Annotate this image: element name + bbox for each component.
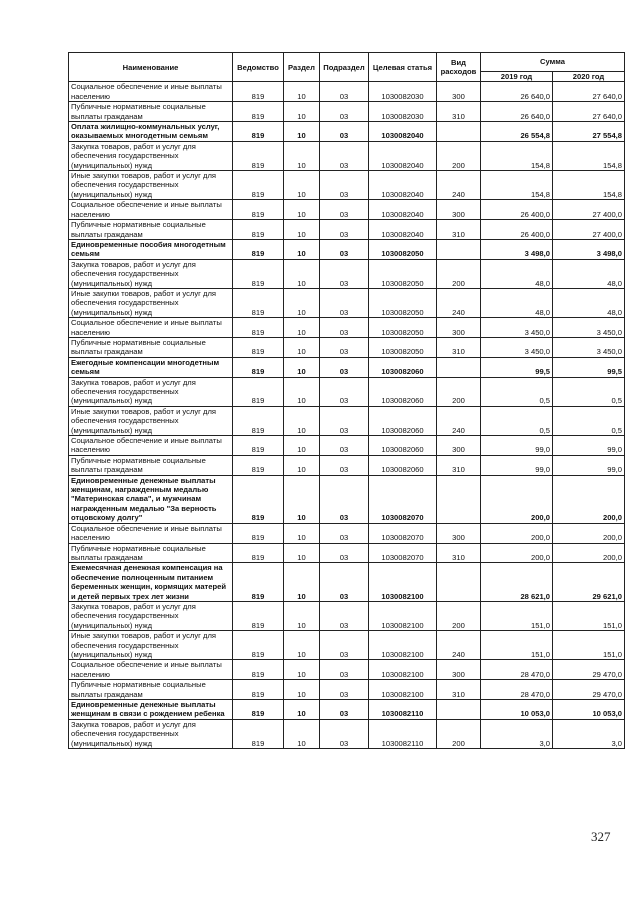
table-row bbox=[69, 563, 625, 602]
row-statya: 1030082050 bbox=[369, 239, 437, 259]
row-razdel: 10 bbox=[284, 406, 320, 435]
row-statya: 1030082100 bbox=[369, 563, 437, 602]
row-vid: 300 bbox=[437, 82, 481, 102]
row-vedomstvo: 819 bbox=[233, 288, 284, 317]
row-podrazdel: 03 bbox=[320, 680, 369, 700]
table-row bbox=[69, 318, 625, 338]
row-podrazdel: 03 bbox=[320, 337, 369, 357]
row-statya: 1030082060 bbox=[369, 436, 437, 456]
row-statya: 1030082060 bbox=[369, 377, 437, 406]
row-sum-2020: 29 470,0 bbox=[553, 680, 625, 700]
row-statya: 1030082100 bbox=[369, 601, 437, 630]
row-razdel: 10 bbox=[284, 337, 320, 357]
table-row bbox=[69, 288, 625, 317]
row-vid: 200 bbox=[437, 719, 481, 748]
row-vid: 310 bbox=[437, 543, 481, 563]
row-sum-2019: 151,0 bbox=[481, 601, 553, 630]
row-sum-2020: 3,0 bbox=[553, 719, 625, 748]
row-sum-2019: 0,5 bbox=[481, 377, 553, 406]
row-name: Публичные нормативные социальные выплаты гражданам bbox=[69, 337, 233, 357]
row-sum-2020: 3 450,0 bbox=[553, 318, 625, 338]
row-podrazdel: 03 bbox=[320, 563, 369, 602]
table-row bbox=[69, 406, 625, 435]
row-vedomstvo: 819 bbox=[233, 357, 284, 377]
row-podrazdel: 03 bbox=[320, 171, 369, 200]
row-razdel: 10 bbox=[284, 523, 320, 543]
row-name: Закупка товаров, работ и услуг для обеспечения государственных (муниципальных) нужд bbox=[69, 719, 233, 748]
row-sum-2019: 26 640,0 bbox=[481, 82, 553, 102]
row-name: Социальное обеспечение и иные выплаты населению bbox=[69, 82, 233, 102]
table-row bbox=[69, 543, 625, 563]
row-vedomstvo: 819 bbox=[233, 436, 284, 456]
row-name: Закупка товаров, работ и услуг для обеспечения государственных (муниципальных) нужд bbox=[69, 601, 233, 630]
header-razdel: Раздел bbox=[284, 53, 320, 82]
table-row bbox=[69, 141, 625, 170]
row-statya: 1030082040 bbox=[369, 122, 437, 142]
table-row bbox=[69, 475, 625, 523]
row-vedomstvo: 819 bbox=[233, 543, 284, 563]
table-row bbox=[69, 171, 625, 200]
row-vedomstvo: 819 bbox=[233, 200, 284, 220]
row-vid: 310 bbox=[437, 680, 481, 700]
row-podrazdel: 03 bbox=[320, 377, 369, 406]
row-razdel: 10 bbox=[284, 82, 320, 102]
row-sum-2019: 99,5 bbox=[481, 357, 553, 377]
header-2020: 2020 год bbox=[553, 72, 625, 82]
row-name: Социальное обеспечение и иные выплаты населению bbox=[69, 200, 233, 220]
row-statya: 1030082050 bbox=[369, 288, 437, 317]
row-sum-2019: 26 554,8 bbox=[481, 122, 553, 142]
row-name: Социальное обеспечение и иные выплаты населению bbox=[69, 660, 233, 680]
row-name: Единовременные пособия многодетным семьям bbox=[69, 239, 233, 259]
row-name: Закупка товаров, работ и услуг для обеспечения государственных (муниципальных) нужд bbox=[69, 377, 233, 406]
row-statya: 1030082040 bbox=[369, 141, 437, 170]
row-sum-2019: 28 470,0 bbox=[481, 660, 553, 680]
table-row bbox=[69, 102, 625, 122]
row-vedomstvo: 819 bbox=[233, 719, 284, 748]
row-sum-2019: 26 640,0 bbox=[481, 102, 553, 122]
row-vedomstvo: 819 bbox=[233, 631, 284, 660]
table-row bbox=[69, 631, 625, 660]
row-statya: 1030082050 bbox=[369, 259, 437, 288]
row-razdel: 10 bbox=[284, 700, 320, 720]
table-row bbox=[69, 239, 625, 259]
row-sum-2020: 10 053,0 bbox=[553, 700, 625, 720]
row-razdel: 10 bbox=[284, 171, 320, 200]
row-vid: 240 bbox=[437, 288, 481, 317]
row-sum-2020: 151,0 bbox=[553, 631, 625, 660]
row-name: Социальное обеспечение и иные выплаты населению bbox=[69, 436, 233, 456]
row-vedomstvo: 819 bbox=[233, 700, 284, 720]
row-podrazdel: 03 bbox=[320, 523, 369, 543]
row-podrazdel: 03 bbox=[320, 239, 369, 259]
row-vedomstvo: 819 bbox=[233, 337, 284, 357]
table-row bbox=[69, 200, 625, 220]
row-sum-2019: 26 400,0 bbox=[481, 200, 553, 220]
row-vid: 240 bbox=[437, 171, 481, 200]
row-sum-2019: 48,0 bbox=[481, 259, 553, 288]
row-statya: 1030082030 bbox=[369, 82, 437, 102]
row-sum-2019: 3,0 bbox=[481, 719, 553, 748]
row-vid bbox=[437, 475, 481, 523]
row-vid bbox=[437, 563, 481, 602]
row-statya: 1030082070 bbox=[369, 475, 437, 523]
row-razdel: 10 bbox=[284, 288, 320, 317]
row-statya: 1030082110 bbox=[369, 700, 437, 720]
row-vedomstvo: 819 bbox=[233, 680, 284, 700]
table-body bbox=[69, 82, 625, 749]
row-statya: 1030082070 bbox=[369, 543, 437, 563]
row-vid: 200 bbox=[437, 601, 481, 630]
row-vid: 310 bbox=[437, 455, 481, 475]
row-sum-2020: 48,0 bbox=[553, 288, 625, 317]
row-name: Социальное обеспечение и иные выплаты населению bbox=[69, 318, 233, 338]
row-razdel: 10 bbox=[284, 220, 320, 240]
row-statya: 1030082050 bbox=[369, 337, 437, 357]
row-podrazdel: 03 bbox=[320, 357, 369, 377]
row-name: Иные закупки товаров, работ и услуг для обеспечения государственных (муниципальных) нужд bbox=[69, 406, 233, 435]
row-sum-2019: 151,0 bbox=[481, 631, 553, 660]
row-statya: 1030082060 bbox=[369, 455, 437, 475]
row-podrazdel: 03 bbox=[320, 259, 369, 288]
row-vedomstvo: 819 bbox=[233, 259, 284, 288]
row-sum-2020: 27 400,0 bbox=[553, 220, 625, 240]
row-razdel: 10 bbox=[284, 563, 320, 602]
row-vid: 300 bbox=[437, 660, 481, 680]
row-sum-2020: 29 621,0 bbox=[553, 563, 625, 602]
row-razdel: 10 bbox=[284, 436, 320, 456]
header-podrazdel: Подраздел bbox=[320, 53, 369, 82]
row-sum-2020: 0,5 bbox=[553, 406, 625, 435]
row-podrazdel: 03 bbox=[320, 543, 369, 563]
header-name: Наименование bbox=[69, 53, 233, 82]
row-podrazdel: 03 bbox=[320, 475, 369, 523]
row-statya: 1030082040 bbox=[369, 171, 437, 200]
row-razdel: 10 bbox=[284, 601, 320, 630]
row-name: Публичные нормативные социальные выплаты гражданам bbox=[69, 543, 233, 563]
row-statya: 1030082070 bbox=[369, 523, 437, 543]
table-row bbox=[69, 719, 625, 748]
row-sum-2019: 200,0 bbox=[481, 475, 553, 523]
row-podrazdel: 03 bbox=[320, 102, 369, 122]
header-vid: Вид расходов bbox=[437, 53, 481, 82]
row-name: Ежегодные компенсации многодетным семьям bbox=[69, 357, 233, 377]
table-row bbox=[69, 377, 625, 406]
row-vedomstvo: 819 bbox=[233, 171, 284, 200]
row-podrazdel: 03 bbox=[320, 122, 369, 142]
row-sum-2020: 3 498,0 bbox=[553, 239, 625, 259]
row-statya: 1030082100 bbox=[369, 660, 437, 680]
table-row bbox=[69, 122, 625, 142]
row-podrazdel: 03 bbox=[320, 455, 369, 475]
row-sum-2019: 99,0 bbox=[481, 455, 553, 475]
row-vid bbox=[437, 700, 481, 720]
header-2019: 2019 год bbox=[481, 72, 553, 82]
row-sum-2020: 27 640,0 bbox=[553, 82, 625, 102]
row-sum-2020: 200,0 bbox=[553, 475, 625, 523]
row-statya: 1030082100 bbox=[369, 680, 437, 700]
table-row bbox=[69, 700, 625, 720]
row-vedomstvo: 819 bbox=[233, 660, 284, 680]
row-statya: 1030082050 bbox=[369, 318, 437, 338]
table-row bbox=[69, 259, 625, 288]
row-sum-2019: 154,8 bbox=[481, 141, 553, 170]
row-vedomstvo: 819 bbox=[233, 563, 284, 602]
row-name: Публичные нормативные социальные выплаты гражданам bbox=[69, 680, 233, 700]
row-razdel: 10 bbox=[284, 475, 320, 523]
row-vedomstvo: 819 bbox=[233, 475, 284, 523]
row-sum-2019: 200,0 bbox=[481, 523, 553, 543]
page-number: 327 bbox=[591, 829, 611, 844]
table-row bbox=[69, 220, 625, 240]
row-sum-2020: 99,0 bbox=[553, 436, 625, 456]
budget-table bbox=[68, 52, 625, 749]
row-podrazdel: 03 bbox=[320, 318, 369, 338]
row-statya: 1030082040 bbox=[369, 220, 437, 240]
row-vid: 300 bbox=[437, 200, 481, 220]
row-vedomstvo: 819 bbox=[233, 220, 284, 240]
row-vid bbox=[437, 357, 481, 377]
row-name: Иные закупки товаров, работ и услуг для обеспечения государственных (муниципальных) нужд bbox=[69, 631, 233, 660]
row-razdel: 10 bbox=[284, 141, 320, 170]
row-sum-2019: 200,0 bbox=[481, 543, 553, 563]
table-row bbox=[69, 455, 625, 475]
row-sum-2020: 154,8 bbox=[553, 141, 625, 170]
row-statya: 1030082030 bbox=[369, 102, 437, 122]
row-vid: 200 bbox=[437, 141, 481, 170]
table-row bbox=[69, 523, 625, 543]
header-vedomstvo: Ведомство bbox=[233, 53, 284, 82]
row-podrazdel: 03 bbox=[320, 200, 369, 220]
row-podrazdel: 03 bbox=[320, 406, 369, 435]
row-podrazdel: 03 bbox=[320, 601, 369, 630]
row-razdel: 10 bbox=[284, 631, 320, 660]
row-vid: 200 bbox=[437, 259, 481, 288]
row-sum-2019: 10 053,0 bbox=[481, 700, 553, 720]
row-name: Закупка товаров, работ и услуг для обеспечения государственных (муниципальных) нужд bbox=[69, 259, 233, 288]
row-sum-2020: 29 470,0 bbox=[553, 660, 625, 680]
row-vedomstvo: 819 bbox=[233, 377, 284, 406]
row-podrazdel: 03 bbox=[320, 660, 369, 680]
row-razdel: 10 bbox=[284, 680, 320, 700]
row-statya: 1030082110 bbox=[369, 719, 437, 748]
row-vedomstvo: 819 bbox=[233, 601, 284, 630]
row-name: Иные закупки товаров, работ и услуг для обеспечения государственных (муниципальных) нужд bbox=[69, 288, 233, 317]
row-razdel: 10 bbox=[284, 377, 320, 406]
row-razdel: 10 bbox=[284, 455, 320, 475]
row-name: Закупка товаров, работ и услуг для обеспечения государственных (муниципальных) нужд bbox=[69, 141, 233, 170]
row-vid bbox=[437, 239, 481, 259]
row-razdel: 10 bbox=[284, 357, 320, 377]
row-name: Социальное обеспечение и иные выплаты населению bbox=[69, 523, 233, 543]
row-vedomstvo: 819 bbox=[233, 141, 284, 170]
row-sum-2019: 154,8 bbox=[481, 171, 553, 200]
row-podrazdel: 03 bbox=[320, 631, 369, 660]
row-podrazdel: 03 bbox=[320, 82, 369, 102]
row-name: Единовременные денежные выплаты женщинам, награжденным медалью "Материнская слава", и мужчинам награжденным медалью "За верность отцовскому долгу" bbox=[69, 475, 233, 523]
row-vid: 300 bbox=[437, 318, 481, 338]
row-razdel: 10 bbox=[284, 318, 320, 338]
row-razdel: 10 bbox=[284, 122, 320, 142]
table-row bbox=[69, 680, 625, 700]
row-vid: 240 bbox=[437, 406, 481, 435]
table-row bbox=[69, 357, 625, 377]
table-row bbox=[69, 660, 625, 680]
row-vedomstvo: 819 bbox=[233, 406, 284, 435]
row-sum-2020: 200,0 bbox=[553, 543, 625, 563]
table-row bbox=[69, 436, 625, 456]
row-sum-2020: 3 450,0 bbox=[553, 337, 625, 357]
row-name: Оплата жилищно-коммунальных услуг, оказываемых многодетным семьям bbox=[69, 122, 233, 142]
row-podrazdel: 03 bbox=[320, 288, 369, 317]
header-row bbox=[69, 53, 625, 72]
table-row bbox=[69, 601, 625, 630]
row-razdel: 10 bbox=[284, 660, 320, 680]
row-name: Публичные нормативные социальные выплаты гражданам bbox=[69, 102, 233, 122]
row-podrazdel: 03 bbox=[320, 436, 369, 456]
row-sum-2019: 48,0 bbox=[481, 288, 553, 317]
row-sum-2019: 26 400,0 bbox=[481, 220, 553, 240]
table-row bbox=[69, 82, 625, 102]
row-razdel: 10 bbox=[284, 200, 320, 220]
row-razdel: 10 bbox=[284, 543, 320, 563]
row-sum-2020: 154,8 bbox=[553, 171, 625, 200]
row-sum-2020: 0,5 bbox=[553, 377, 625, 406]
row-vid: 200 bbox=[437, 377, 481, 406]
row-vedomstvo: 819 bbox=[233, 318, 284, 338]
row-razdel: 10 bbox=[284, 259, 320, 288]
row-sum-2019: 3 450,0 bbox=[481, 318, 553, 338]
row-vid bbox=[437, 122, 481, 142]
row-name: Публичные нормативные социальные выплаты гражданам bbox=[69, 220, 233, 240]
row-sum-2019: 3 450,0 bbox=[481, 337, 553, 357]
row-vid: 310 bbox=[437, 102, 481, 122]
row-sum-2019: 28 621,0 bbox=[481, 563, 553, 602]
header-summa: Сумма bbox=[481, 53, 625, 72]
row-sum-2020: 48,0 bbox=[553, 259, 625, 288]
row-podrazdel: 03 bbox=[320, 719, 369, 748]
row-podrazdel: 03 bbox=[320, 700, 369, 720]
row-sum-2020: 27 640,0 bbox=[553, 102, 625, 122]
row-name: Единовременные денежные выплаты женщинам в связи с рождением ребенка bbox=[69, 700, 233, 720]
row-vid: 300 bbox=[437, 523, 481, 543]
row-vedomstvo: 819 bbox=[233, 523, 284, 543]
row-statya: 1030082060 bbox=[369, 357, 437, 377]
row-sum-2020: 27 400,0 bbox=[553, 200, 625, 220]
row-vid: 240 bbox=[437, 631, 481, 660]
row-sum-2019: 99,0 bbox=[481, 436, 553, 456]
row-podrazdel: 03 bbox=[320, 220, 369, 240]
row-razdel: 10 bbox=[284, 102, 320, 122]
row-name: Ежемесячная денежная компенсация на обеспечение полноценным питанием беременных женщин, кормящих матерей и детей первых трех лет жизни bbox=[69, 563, 233, 602]
row-sum-2020: 200,0 bbox=[553, 523, 625, 543]
row-sum-2020: 99,0 bbox=[553, 455, 625, 475]
row-statya: 1030082040 bbox=[369, 200, 437, 220]
row-statya: 1030082060 bbox=[369, 406, 437, 435]
table-row bbox=[69, 337, 625, 357]
row-razdel: 10 bbox=[284, 719, 320, 748]
row-vid: 300 bbox=[437, 436, 481, 456]
row-name: Публичные нормативные социальные выплаты гражданам bbox=[69, 455, 233, 475]
header-statya: Целевая статья bbox=[369, 53, 437, 82]
row-sum-2020: 151,0 bbox=[553, 601, 625, 630]
row-sum-2019: 0,5 bbox=[481, 406, 553, 435]
row-name: Иные закупки товаров, работ и услуг для обеспечения государственных (муниципальных) нужд bbox=[69, 171, 233, 200]
row-statya: 1030082100 bbox=[369, 631, 437, 660]
row-podrazdel: 03 bbox=[320, 141, 369, 170]
row-sum-2020: 99,5 bbox=[553, 357, 625, 377]
row-vid: 310 bbox=[437, 337, 481, 357]
row-sum-2019: 3 498,0 bbox=[481, 239, 553, 259]
row-vedomstvo: 819 bbox=[233, 82, 284, 102]
row-vedomstvo: 819 bbox=[233, 455, 284, 475]
row-vedomstvo: 819 bbox=[233, 122, 284, 142]
row-sum-2020: 27 554,8 bbox=[553, 122, 625, 142]
row-sum-2019: 28 470,0 bbox=[481, 680, 553, 700]
row-vedomstvo: 819 bbox=[233, 102, 284, 122]
row-vedomstvo: 819 bbox=[233, 239, 284, 259]
row-vid: 310 bbox=[437, 220, 481, 240]
row-razdel: 10 bbox=[284, 239, 320, 259]
